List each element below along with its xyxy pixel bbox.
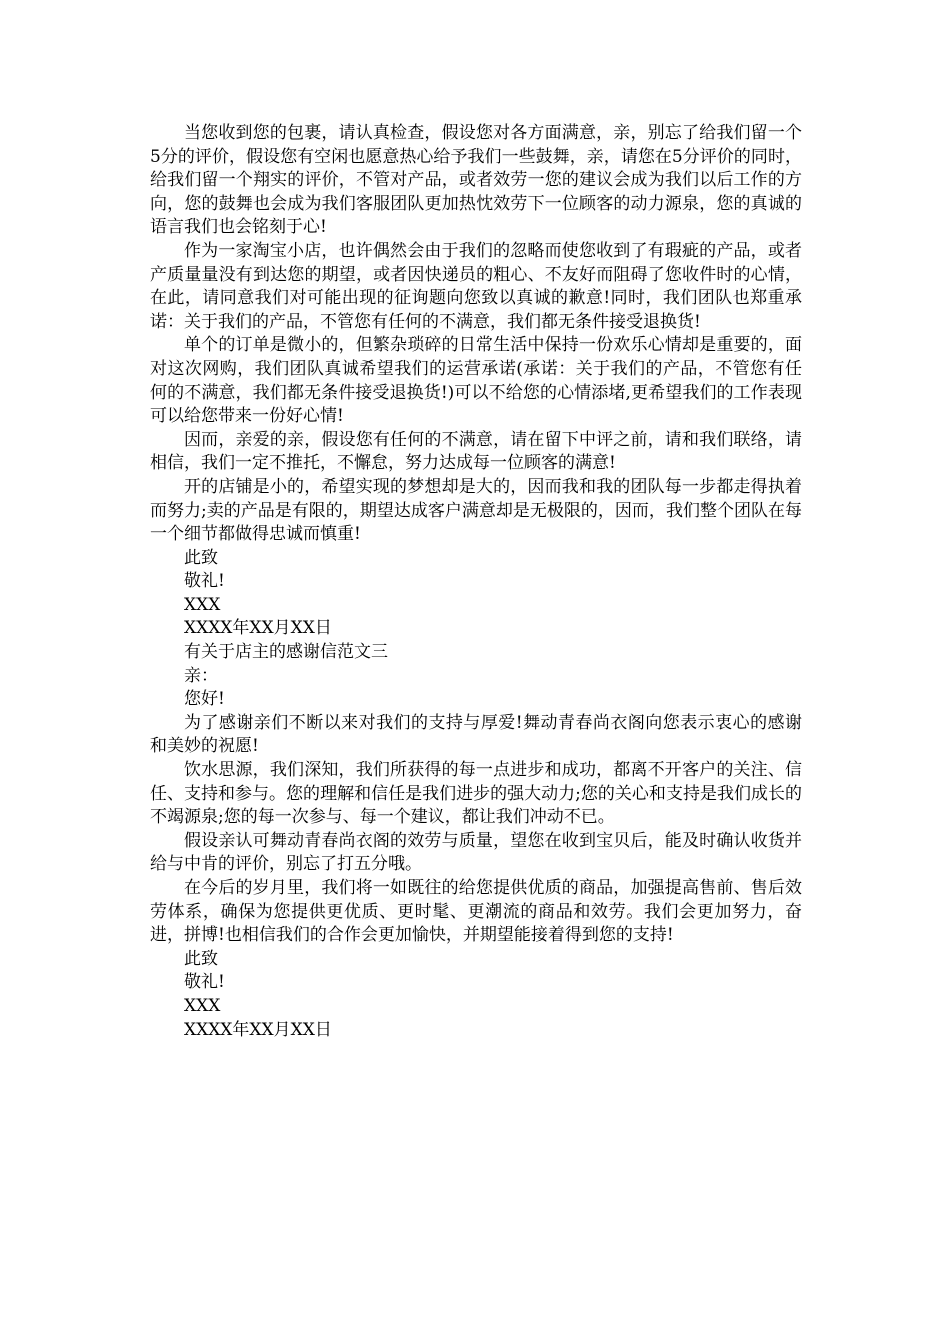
letter-three (150, 641, 802, 1042)
paragraph: 当您收到您的包裹，请认真检查，假设您对各方面满意，亲，别忘了给我们留一个5分的评价，假设您有空闲也愿意热心给予我们一些鼓舞，亲，请您在5分评价的同时，给我们留一个翔实的评价，不管对产品，或者效劳一您的建议会成为我们以后工作的方向，您的鼓舞也会成为我们客服团队更加热忱效劳下一位顾客的动力源泉，您的真诚的语言我们也会铭刻于心! (150, 123, 802, 238)
paragraph: 在今后的岁月里，我们将一如既往的给您提供优质的商品，加强提高售前、售后效劳体系，确保为您提供更优质、更时髦、更潮流的商品和效劳。我们会更加努力，奋进，拼博!也相信我们的合作会更加愉快，并期望能接着得到您的支持! (150, 878, 802, 946)
greeting-line: 您好! (184, 689, 225, 710)
signature: XXX (184, 594, 221, 615)
date-line: XXXX年XX月XX日 (184, 1019, 332, 1040)
paragraph: 单个的订单是微小的，但繁杂琐碎的日常生活中保持一份欢乐心情却是重要的，面对这次网购，我们团队真诚希望我们的运营承诺(承诺：关于我们的产品，不管您有任何的不满意，我们都无条件接受退换货!)可以不给您的心情添堵,更希望我们的工作表现可以给您带来一份好心情! (150, 335, 802, 427)
document-page (150, 122, 802, 1042)
paragraph: 为了感谢亲们不断以来对我们的支持与厚爱!舞动青春尚衣阁向您表示衷心的感谢和美妙的祝愿! (150, 712, 802, 757)
paragraph: 作为一家淘宝小店，也许偶然会由于我们的忽略而使您收到了有瑕疵的产品，或者产质量量没有到达您的期望，或者因快递员的粗心、不友好而阻碍了您收件时的心情，在此，请同意我们对可能出现的征询题向您致以真诚的歉意!同时，我们团队也郑重承诺：关于我们的产品，不管您有任何的不满意，我们都无条件接受退换货! (150, 240, 802, 332)
closing-line: 此致 (184, 948, 218, 969)
paragraph: 假设亲认可舞动青春尚衣阁的效劳与质量，望您在收到宝贝后，能及时确认收货并给与中肯的评价，别忘了打五分哦。 (150, 830, 802, 875)
letter-two (150, 122, 802, 641)
salute-line: 敬礼! (184, 571, 225, 592)
paragraph: 饮水思源，我们深知，我们所获得的每一点进步和成功，都离不开客户的关注、信任、支持和参与。您的理解和信任是我们进步的强大动力;您的关心和支持是我们成长的不竭源泉;您的每一次参与、每一个建议，都让我们冲动不已。 (150, 760, 802, 828)
date-line: XXXX年XX月XX日 (184, 618, 332, 639)
paragraph: 因而，亲爱的亲，假设您有任何的不满意，请在留下中评之前，请和我们联络，请相信，我们一定不推托，不懈怠，努力达成每一位顾客的满意! (150, 429, 802, 474)
salute-line: 敬礼! (184, 972, 225, 993)
signature: XXX (184, 995, 221, 1016)
recipient-line: 亲： (184, 665, 218, 686)
letter-title: 有关于店主的感谢信范文三 (184, 642, 388, 663)
paragraph: 开的店铺是小的，希望实现的梦想却是大的，因而我和我的团队每一步都走得执着而努力;卖的产品是有限的，期望达成客户满意却是无极限的，因而，我们整个团队在每一个细节都做得忠诚而慎重! (150, 476, 802, 545)
closing-line: 此致 (184, 547, 218, 568)
